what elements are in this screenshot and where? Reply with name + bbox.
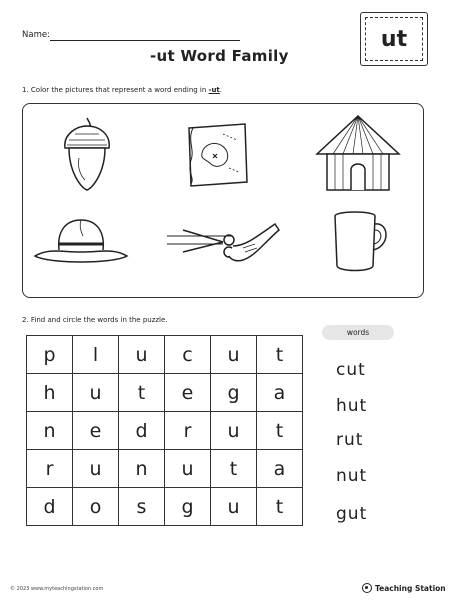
word-search-grid: [26, 335, 303, 526]
grid-cell[interactable]: n: [27, 412, 73, 450]
grid-cell[interactable]: h: [27, 374, 73, 412]
hat-picture[interactable]: [31, 212, 131, 272]
instruction-1-suffix: .: [219, 86, 223, 94]
grid-cell[interactable]: t: [257, 488, 303, 526]
scissors-picture[interactable]: [163, 216, 283, 272]
page-title: -ut Word Family: [150, 47, 289, 65]
grid-row: [27, 374, 303, 412]
grid-cell[interactable]: t: [211, 450, 257, 488]
word-item: gut: [336, 504, 368, 524]
grid-cell[interactable]: a: [257, 450, 303, 488]
teaching-station-logo-icon: [362, 583, 372, 593]
name-line[interactable]: [50, 40, 240, 41]
grid-cell[interactable]: e: [165, 374, 211, 412]
name-label: Name:: [22, 30, 50, 40]
grid-cell[interactable]: g: [165, 488, 211, 526]
word-item: rut: [336, 430, 364, 450]
brand-name: Teaching Station: [375, 583, 446, 593]
grid-cell[interactable]: c: [165, 336, 211, 374]
grid-cell[interactable]: u: [73, 374, 119, 412]
grid-cell[interactable]: d: [27, 488, 73, 526]
hut-picture[interactable]: [313, 112, 403, 196]
grid-cell[interactable]: t: [257, 412, 303, 450]
grid-cell[interactable]: u: [211, 488, 257, 526]
instruction-1-ending: -ut: [208, 86, 220, 94]
grid-cell[interactable]: g: [211, 374, 257, 412]
map-picture[interactable]: [183, 120, 253, 190]
grid-cell[interactable]: n: [119, 450, 165, 488]
grid-cell[interactable]: r: [27, 450, 73, 488]
mug-picture[interactable]: [329, 208, 393, 274]
grid-cell[interactable]: u: [73, 450, 119, 488]
grid-cell[interactable]: t: [119, 374, 165, 412]
words-label: words: [322, 325, 394, 340]
instruction-2: 2. Find and circle the words in the puzzle.: [22, 316, 168, 324]
grid-cell[interactable]: s: [119, 488, 165, 526]
grid-cell[interactable]: r: [165, 412, 211, 450]
grid-cell[interactable]: u: [211, 412, 257, 450]
grid-cell[interactable]: o: [73, 488, 119, 526]
brand: [362, 583, 446, 593]
grid-cell[interactable]: e: [73, 412, 119, 450]
word-item: hut: [336, 396, 368, 416]
grid-row: [27, 488, 303, 526]
grid-cell[interactable]: a: [257, 374, 303, 412]
grid-row: [27, 412, 303, 450]
grid-cell[interactable]: u: [119, 336, 165, 374]
copyright: © 2023 www.myteachingstation.com: [10, 586, 104, 592]
acorn-picture[interactable]: [57, 114, 117, 194]
picture-box: [22, 103, 424, 298]
grid-cell[interactable]: d: [119, 412, 165, 450]
grid-cell[interactable]: u: [211, 336, 257, 374]
grid-cell[interactable]: t: [257, 336, 303, 374]
word-item: nut: [336, 466, 368, 486]
grid-row: [27, 450, 303, 488]
grid-row: [27, 336, 303, 374]
grid-cell[interactable]: p: [27, 336, 73, 374]
word-item: cut: [336, 360, 366, 380]
grid-cell[interactable]: l: [73, 336, 119, 374]
badge-text: ut: [365, 17, 423, 61]
instruction-1: [22, 86, 222, 94]
word-family-badge: [360, 12, 428, 66]
grid-cell[interactable]: u: [165, 450, 211, 488]
instruction-1-prefix: 1. Color the pictures that represent a word ending in: [22, 86, 209, 94]
